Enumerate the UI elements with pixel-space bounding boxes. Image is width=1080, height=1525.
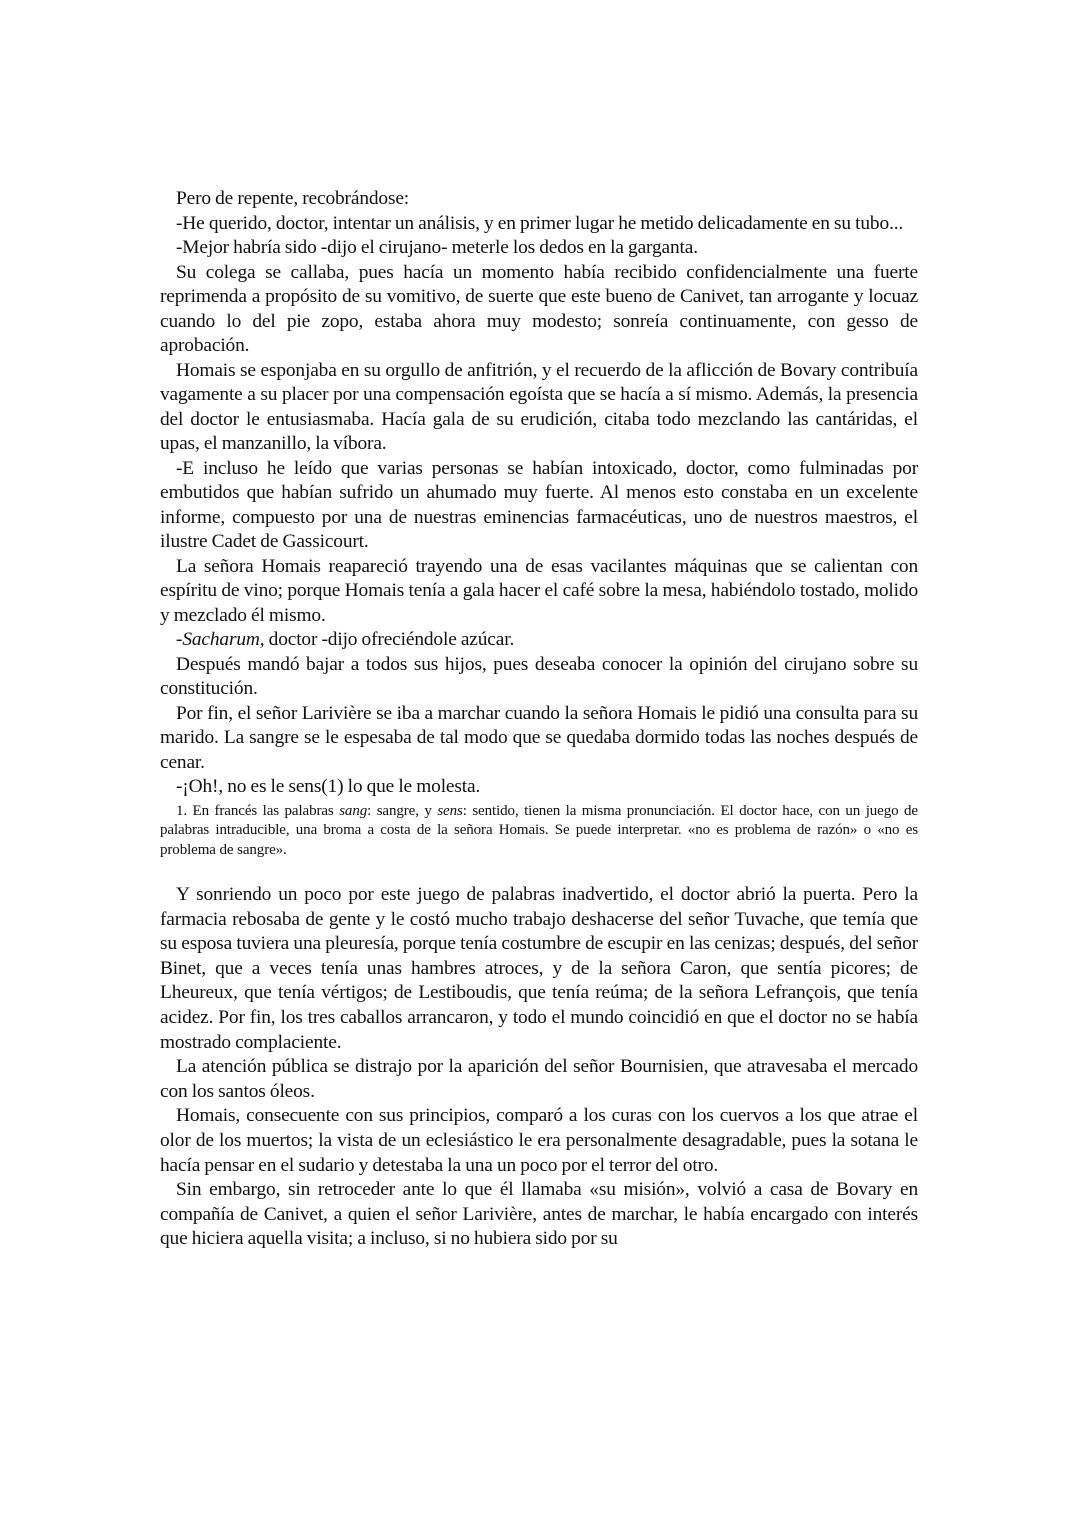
italic-word: Sacharum [182,629,260,650]
footnote [160,802,918,861]
paragraph: Pero de repente, recobrándose: [176,188,410,209]
paragraph-sacharum [160,628,918,653]
footnote-text: : sentido, tienen la misma pronunciación. El doctor hace, con un juego de palabras intraducible, una broma a costa de la señora Homais. Se puede interpretar. «no es problema de razón» o «no es problema de sangre». [160,802,918,858]
paragraph: Homais se esponjaba en su orgullo de anfitrión, y el recuerdo de la aflicción de Bovary contribuía vagamente a su placer por una compensación egoísta que se hacía a sí mismo. Además, la presencia del doctor le entusiasmaba. Hacía gala de su erudición, citaba todo mezclando las cantáridas, el upas, el manzanillo, la víbora. [160,359,918,454]
text: , doctor -dijo ofreciéndole azúcar. [259,629,515,650]
italic-word: sang [339,802,368,819]
paragraph: -Mejor habría sido -dijo el cirujano- meterle los dedos en la garganta. [176,237,698,258]
footnote-text: 1. En francés las palabras [176,802,340,819]
paragraph: -¡Oh!, no es le sens(1) lo que le molesta. [176,776,481,797]
footnote-text: : sangre, y [367,802,438,819]
text-section-1 [160,187,918,800]
paragraph: -E incluso he leído que varias personas se habían intoxicado, doctor, como fulminadas por embutidos que habían sufrido un ahumado muy fuerte. Al menos esto constaba en un excelente informe, compuesto por una de nuestras eminencias farmacéuticas, uno de nuestros maestros, el ilustre Cadet de Gassicourt. [160,457,918,552]
section-gap [160,860,918,883]
paragraph: Después mandó bajar a todos sus hijos, pues deseaba conocer la opinión del cirujano sobre su constitución. [160,653,918,699]
paragraph: La atención pública se distrajo por la aparición del señor Bournisien, que atravesaba el mercado con los santos óleos. [160,1056,918,1102]
dash: - [176,629,183,650]
paragraph: -He querido, doctor, intentar un análisis, y en primer lugar he metido delicadamente en su tubo... [176,212,904,234]
book-page [160,187,918,1252]
italic-word: sens [437,802,463,819]
paragraph: Sin embargo, sin retroceder ante lo que él llamaba «su misión», volvió a casa de Bovary en compañía de Canivet, a quien el señor Larivière, antes de marchar, le había encargado con interés que hiciera aquella visita; a incluso, si no hubiera sido por su [160,1179,918,1250]
paragraph: Y sonriendo un poco por este juego de palabras inadvertido, el doctor abrió la puerta. Pero la farmacia rebosaba de gente y le costó mucho trabajo deshacerse del señor Tuvache, que temía que su esposa tuviera una pleuresía, porque tenía costumbre de escupir en las cenizas; después, del señor Binet, que a veces tenía unas hambres atroces, y de la señora Caron, que sentía picores; de Lheureux, que tenía vértigos; de Lestiboudis, que tenía reúma; de la señora Lefrançois, que tenía acidez. Por fin, los tres caballos arrancaron, y todo el mundo coincidió en que el doctor no se había mostrado complaciente. [160,884,918,1053]
paragraph: Su colega se callaba, pues hacía un momento había recibido confidencialmente una fuerte reprimenda a propósito de su vomitivo, de suerte que este bueno de Canivet, tan arrogante y locuaz cuando lo del pie zopo, estaba ahora muy modesto; sonreía continuamente, con gesso de aprobación. [160,261,918,356]
text-section-2 [160,883,918,1252]
paragraph: La señora Homais reapareció trayendo una de esas vacilantes máquinas que se calientan con espíritu de vino; porque Homais tenía a gala hacer el café sobre la mesa, habiéndolo tostado, molido y mezclado él mismo. [160,555,918,626]
paragraph: Homais, consecuente con sus principios, comparó a los curas con los cuervos a los que atrae el olor de los muertos; la vista de un eclesiástico le era personalmente desagradable, pues la sotana le hacía pensar en el sudario y detestaba la una un poco por el terror del otro. [160,1105,918,1176]
paragraph: Por fin, el señor Larivière se iba a marchar cuando la señora Homais le pidió una consulta para su marido. La sangre se le espesaba de tal modo que se quedaba dormido todas las noches después de cenar. [160,702,918,773]
